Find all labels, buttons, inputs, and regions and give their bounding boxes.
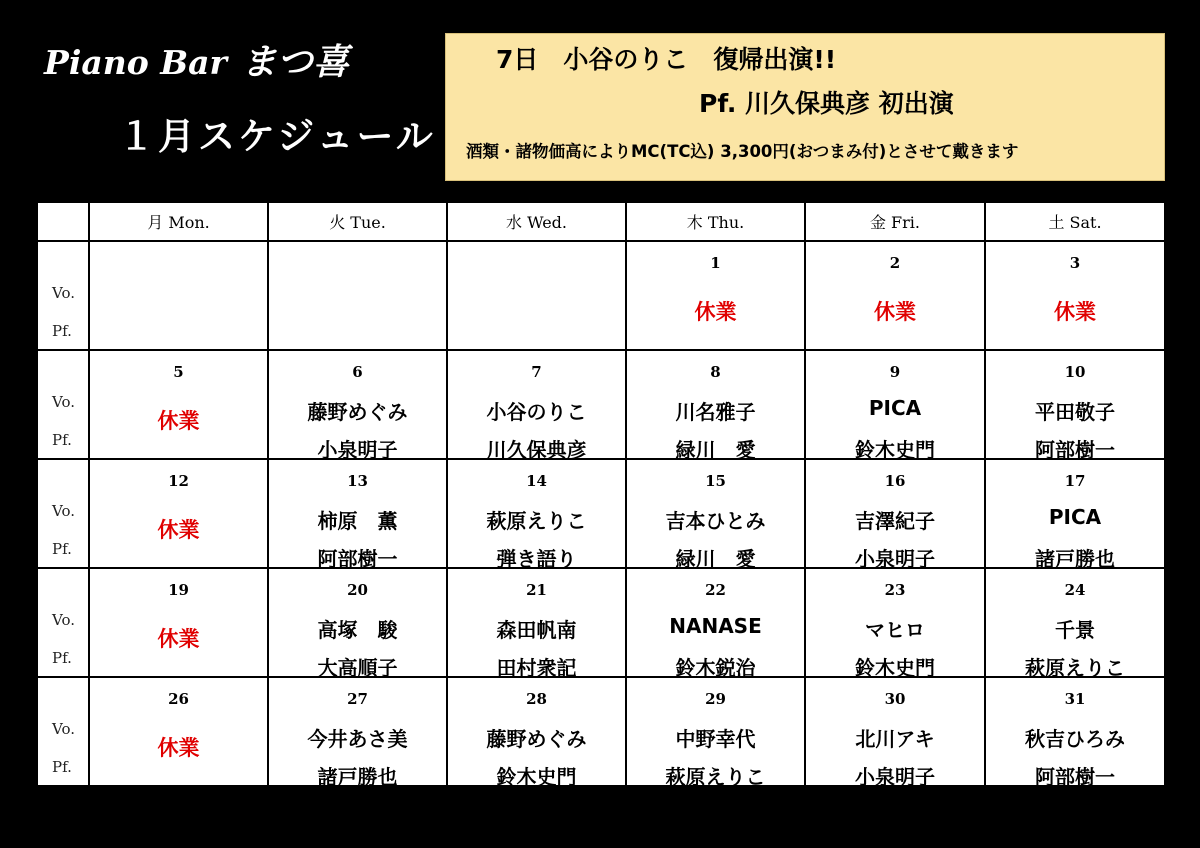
day-cell <box>268 677 447 789</box>
notice-line-3: 酒類・諸物価高によりMC(TC込) 3,300円(おつまみ付)とさせて戴きます <box>466 142 1019 161</box>
week-row <box>37 568 1165 677</box>
day-cell <box>268 459 447 571</box>
closed-label: 休業 <box>694 300 737 324</box>
day-cell <box>626 241 805 350</box>
vocal-name: 小谷のりこ <box>486 400 587 424</box>
day-cell <box>805 241 985 350</box>
day-header-row <box>37 202 1165 241</box>
day-header-thu: 木 Thu. <box>626 202 805 241</box>
date-number: 29 <box>705 690 726 708</box>
day-header-mon: 月 Mon. <box>89 202 268 241</box>
vocal-name: PICA <box>868 396 922 420</box>
pianist-name: 鈴木鋭治 <box>675 656 756 680</box>
day-cell <box>805 459 985 571</box>
pf-label: Pf. <box>52 758 72 776</box>
day-cell <box>268 350 447 462</box>
pianist-name: 阿部樹一 <box>1035 438 1115 462</box>
schedule-table <box>36 201 1166 787</box>
day-header-sat: 土 Sat. <box>985 202 1165 241</box>
day-cell <box>985 459 1165 571</box>
day-cell <box>268 568 447 680</box>
pianist-name: 諸戸勝也 <box>317 765 398 789</box>
date-number: 31 <box>1064 690 1086 708</box>
date-number: 24 <box>1064 581 1086 599</box>
day-cell <box>268 241 447 350</box>
date-number: 14 <box>526 472 547 490</box>
notice-box <box>445 33 1165 181</box>
pianist-name: 大高順子 <box>317 656 398 680</box>
vocal-name: 今井あさ美 <box>307 727 408 751</box>
closed-label: 休業 <box>157 627 200 651</box>
day-cell <box>985 568 1165 680</box>
date-number: 7 <box>531 363 542 381</box>
day-cell <box>626 568 805 680</box>
vocal-name: マヒロ <box>865 618 925 642</box>
vocal-name: 高塚 駿 <box>317 618 398 642</box>
page-title <box>44 34 349 85</box>
vo-label: Vo. <box>52 611 75 629</box>
closed-label: 休業 <box>157 736 200 760</box>
date-number: 12 <box>168 472 189 490</box>
row-label-cell <box>37 241 89 350</box>
row-label-cell <box>37 677 89 786</box>
day-cell <box>985 350 1165 462</box>
vocal-name: 藤野めぐみ <box>307 400 408 424</box>
date-number: 3 <box>1069 254 1081 272</box>
title-en: Piano Bar <box>44 43 227 82</box>
pianist-name: 鈴木史門 <box>855 438 935 462</box>
pf-label: Pf. <box>52 431 72 449</box>
pf-label: Pf. <box>52 649 72 667</box>
date-number: 30 <box>884 690 906 708</box>
day-header-tue: 火 Tue. <box>268 202 447 241</box>
date-number: 16 <box>884 472 906 490</box>
pianist-name: 鈴木史門 <box>496 765 577 789</box>
day-cell <box>89 677 268 786</box>
vocal-name: 川名雅子 <box>675 400 756 424</box>
day-header-wed: 水 Wed. <box>447 202 626 241</box>
pf-label: Pf. <box>52 322 72 340</box>
date-number: 8 <box>710 363 721 381</box>
pianist-name: 阿部樹一 <box>317 547 398 571</box>
day-cell <box>447 677 626 789</box>
date-number: 19 <box>168 581 189 599</box>
pianist-name: 萩原えりこ <box>1025 656 1125 680</box>
date-number: 27 <box>347 690 368 708</box>
pianist-name: 弾き語り <box>496 547 577 571</box>
week-row <box>37 459 1165 568</box>
pianist-name: 緑川 愛 <box>675 547 756 571</box>
pianist-name: 萩原えりこ <box>665 765 766 789</box>
day-cell <box>805 568 985 680</box>
vocal-name: 藤野めぐみ <box>486 727 587 751</box>
day-cell <box>805 677 985 789</box>
day-cell <box>626 677 805 789</box>
date-number: 9 <box>889 363 901 381</box>
closed-label: 休業 <box>157 518 200 542</box>
date-number: 5 <box>173 363 184 381</box>
date-number: 10 <box>1064 363 1086 381</box>
day-cell <box>447 350 626 462</box>
date-number: 6 <box>352 363 363 381</box>
day-cell <box>626 459 805 571</box>
pianist-name: 田村衆記 <box>496 656 577 680</box>
date-number: 23 <box>884 581 906 599</box>
day-cell <box>985 241 1165 350</box>
vocal-name: 中野幸代 <box>675 727 756 751</box>
vocal-name: 柿原 薫 <box>317 509 398 533</box>
row-label-cell <box>37 350 89 459</box>
date-number: 28 <box>526 690 547 708</box>
vocal-name: 吉本ひとみ <box>665 509 766 533</box>
date-number: 26 <box>168 690 189 708</box>
vocal-name: 千景 <box>1055 618 1095 642</box>
date-number: 21 <box>526 581 547 599</box>
day-header-fri: 金 Fri. <box>805 202 985 241</box>
vocal-name: 森田帆南 <box>496 618 577 642</box>
vocal-name: PICA <box>1048 505 1102 529</box>
date-number: 13 <box>347 472 368 490</box>
week-row <box>37 241 1165 350</box>
title-jp: まつ喜 <box>240 41 349 83</box>
schedule-subtitle: １月スケジュール <box>118 114 436 158</box>
pianist-name: 小泉明子 <box>855 547 935 571</box>
pf-label: Pf. <box>52 540 72 558</box>
day-cell <box>447 459 626 571</box>
vo-label: Vo. <box>52 720 75 738</box>
pianist-name: 小泉明子 <box>855 765 935 789</box>
closed-label: 休業 <box>874 300 916 324</box>
day-cell <box>89 459 268 568</box>
row-label-cell <box>37 459 89 568</box>
day-cell <box>447 568 626 680</box>
vocal-name: NANASE <box>669 614 762 638</box>
row-label-cell <box>37 568 89 677</box>
day-cell <box>89 568 268 677</box>
pianist-name: 川久保典彦 <box>486 438 587 462</box>
vocal-name: 北川アキ <box>855 727 935 751</box>
corner-cell <box>37 202 89 241</box>
date-number: 20 <box>347 581 368 599</box>
vocal-name: 平田敬子 <box>1035 400 1115 424</box>
vocal-name: 吉澤紀子 <box>855 509 935 533</box>
week-row <box>37 350 1165 459</box>
day-cell <box>447 241 626 350</box>
vocal-name: 萩原えりこ <box>486 509 587 533</box>
date-number: 1 <box>710 254 721 272</box>
vocal-name: 秋吉ひろみ <box>1025 727 1125 751</box>
notice-line-1: 7日 小谷のりこ 復帰出演!! <box>496 45 837 74</box>
closed-label: 休業 <box>157 409 200 433</box>
notice-line-2: Pf. 川久保典彦 初出演 <box>699 89 954 118</box>
pianist-name: 鈴木史門 <box>855 656 935 680</box>
day-cell <box>805 350 985 462</box>
pianist-name: 小泉明子 <box>317 438 398 462</box>
day-cell <box>89 350 268 459</box>
date-number: 2 <box>889 254 901 272</box>
closed-label: 休業 <box>1054 300 1096 324</box>
day-cell <box>985 677 1165 789</box>
day-cell <box>626 350 805 462</box>
day-cell <box>89 241 268 350</box>
vo-label: Vo. <box>52 284 75 302</box>
pianist-name: 緑川 愛 <box>675 438 756 462</box>
date-number: 17 <box>1064 472 1086 490</box>
vo-label: Vo. <box>52 502 75 520</box>
vo-label: Vo. <box>52 393 75 411</box>
pianist-name: 諸戸勝也 <box>1035 547 1115 571</box>
date-number: 15 <box>705 472 726 490</box>
date-number: 22 <box>705 581 726 599</box>
week-row <box>37 677 1165 786</box>
pianist-name: 阿部樹一 <box>1035 765 1115 789</box>
